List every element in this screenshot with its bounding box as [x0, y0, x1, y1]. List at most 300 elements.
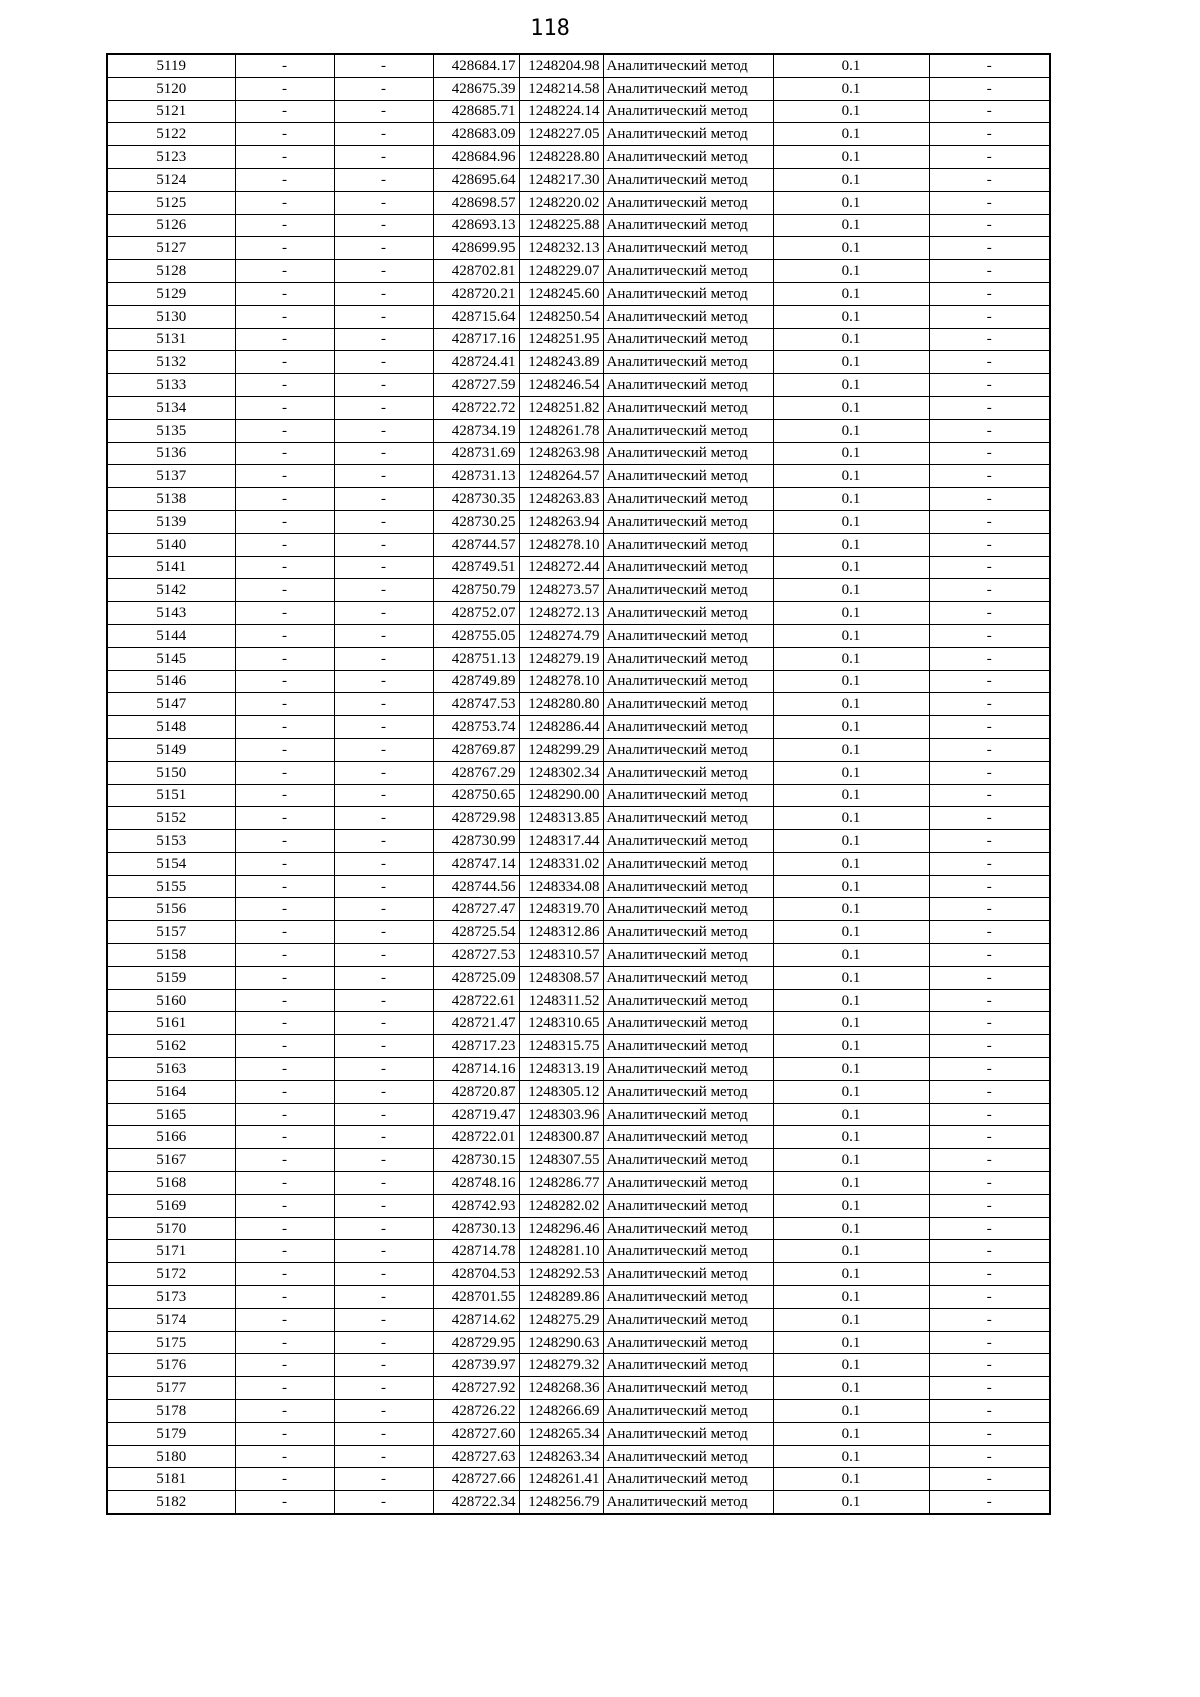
empty-cell: - — [334, 100, 433, 123]
empty-cell: - — [235, 852, 334, 875]
accuracy-cell: 0.1 — [773, 510, 929, 533]
x-coordinate-cell: 428750.79 — [433, 579, 519, 602]
empty-cell: - — [334, 168, 433, 191]
accuracy-cell: 0.1 — [773, 1286, 929, 1309]
accuracy-cell: 0.1 — [773, 1491, 929, 1514]
y-coordinate-cell: 1248303.96 — [519, 1103, 603, 1126]
empty-cell: - — [929, 1149, 1050, 1172]
point-number-cell: 5120 — [107, 77, 235, 100]
table-row — [107, 146, 1050, 169]
empty-cell: - — [334, 396, 433, 419]
table-row — [107, 1286, 1050, 1309]
accuracy-cell: 0.1 — [773, 1172, 929, 1195]
table-row — [107, 260, 1050, 283]
accuracy-cell: 0.1 — [773, 1468, 929, 1491]
method-cell: Аналитический метод — [603, 54, 773, 77]
point-number-cell: 5126 — [107, 214, 235, 237]
table-row — [107, 396, 1050, 419]
x-coordinate-cell: 428744.56 — [433, 875, 519, 898]
accuracy-cell: 0.1 — [773, 761, 929, 784]
x-coordinate-cell: 428727.53 — [433, 944, 519, 967]
empty-cell: - — [235, 1217, 334, 1240]
x-coordinate-cell: 428730.35 — [433, 488, 519, 511]
empty-cell: - — [929, 1126, 1050, 1149]
x-coordinate-cell: 428727.60 — [433, 1422, 519, 1445]
x-coordinate-cell: 428749.89 — [433, 670, 519, 693]
method-cell: Аналитический метод — [603, 237, 773, 260]
accuracy-cell: 0.1 — [773, 123, 929, 146]
accuracy-cell: 0.1 — [773, 693, 929, 716]
empty-cell: - — [235, 260, 334, 283]
point-number-cell: 5170 — [107, 1217, 235, 1240]
empty-cell: - — [235, 1445, 334, 1468]
empty-cell: - — [334, 1286, 433, 1309]
method-cell: Аналитический метод — [603, 1422, 773, 1445]
x-coordinate-cell: 428727.92 — [433, 1377, 519, 1400]
point-number-cell: 5160 — [107, 989, 235, 1012]
empty-cell: - — [334, 921, 433, 944]
table-row — [107, 738, 1050, 761]
method-cell: Аналитический метод — [603, 442, 773, 465]
table-row — [107, 966, 1050, 989]
method-cell: Аналитический метод — [603, 921, 773, 944]
empty-cell: - — [334, 305, 433, 328]
empty-cell: - — [334, 282, 433, 305]
accuracy-cell: 0.1 — [773, 670, 929, 693]
empty-cell: - — [929, 1058, 1050, 1081]
empty-cell: - — [235, 351, 334, 374]
y-coordinate-cell: 1248245.60 — [519, 282, 603, 305]
point-number-cell: 5151 — [107, 784, 235, 807]
empty-cell: - — [334, 1308, 433, 1331]
table-row — [107, 328, 1050, 351]
point-number-cell: 5141 — [107, 556, 235, 579]
method-cell: Аналитический метод — [603, 191, 773, 214]
x-coordinate-cell: 428755.05 — [433, 624, 519, 647]
x-coordinate-cell: 428693.13 — [433, 214, 519, 237]
method-cell: Аналитический метод — [603, 1468, 773, 1491]
y-coordinate-cell: 1248263.83 — [519, 488, 603, 511]
x-coordinate-cell: 428683.09 — [433, 123, 519, 146]
y-coordinate-cell: 1248275.29 — [519, 1308, 603, 1331]
method-cell: Аналитический метод — [603, 100, 773, 123]
empty-cell: - — [235, 807, 334, 830]
point-number-cell: 5157 — [107, 921, 235, 944]
empty-cell: - — [334, 966, 433, 989]
x-coordinate-cell: 428722.01 — [433, 1126, 519, 1149]
y-coordinate-cell: 1248214.58 — [519, 77, 603, 100]
empty-cell: - — [334, 1194, 433, 1217]
y-coordinate-cell: 1248280.80 — [519, 693, 603, 716]
table-row — [107, 442, 1050, 465]
table-row — [107, 1263, 1050, 1286]
empty-cell: - — [929, 305, 1050, 328]
empty-cell: - — [334, 510, 433, 533]
accuracy-cell: 0.1 — [773, 1400, 929, 1423]
empty-cell: - — [235, 624, 334, 647]
empty-cell: - — [929, 1172, 1050, 1195]
table-row — [107, 761, 1050, 784]
point-number-cell: 5171 — [107, 1240, 235, 1263]
method-cell: Аналитический метод — [603, 282, 773, 305]
method-cell: Аналитический метод — [603, 556, 773, 579]
table-row — [107, 1217, 1050, 1240]
point-number-cell: 5161 — [107, 1012, 235, 1035]
point-number-cell: 5146 — [107, 670, 235, 693]
point-number-cell: 5131 — [107, 328, 235, 351]
empty-cell: - — [929, 442, 1050, 465]
accuracy-cell: 0.1 — [773, 1194, 929, 1217]
table-row — [107, 374, 1050, 397]
accuracy-cell: 0.1 — [773, 1331, 929, 1354]
x-coordinate-cell: 428714.78 — [433, 1240, 519, 1263]
method-cell: Аналитический метод — [603, 1263, 773, 1286]
empty-cell: - — [235, 647, 334, 670]
point-number-cell: 5129 — [107, 282, 235, 305]
empty-cell: - — [334, 1468, 433, 1491]
empty-cell: - — [235, 1308, 334, 1331]
table-row — [107, 1445, 1050, 1468]
empty-cell: - — [334, 830, 433, 853]
method-cell: Аналитический метод — [603, 351, 773, 374]
table-row — [107, 465, 1050, 488]
empty-cell: - — [334, 442, 433, 465]
table-row — [107, 419, 1050, 442]
empty-cell: - — [235, 670, 334, 693]
x-coordinate-cell: 428730.99 — [433, 830, 519, 853]
y-coordinate-cell: 1248286.77 — [519, 1172, 603, 1195]
table-row — [107, 944, 1050, 967]
accuracy-cell: 0.1 — [773, 54, 929, 77]
empty-cell: - — [929, 1422, 1050, 1445]
method-cell: Аналитический метод — [603, 1035, 773, 1058]
method-cell: Аналитический метод — [603, 898, 773, 921]
empty-cell: - — [929, 579, 1050, 602]
point-number-cell: 5142 — [107, 579, 235, 602]
y-coordinate-cell: 1248299.29 — [519, 738, 603, 761]
page-number: 118 — [530, 16, 570, 41]
accuracy-cell: 0.1 — [773, 579, 929, 602]
point-number-cell: 5122 — [107, 123, 235, 146]
y-coordinate-cell: 1248307.55 — [519, 1149, 603, 1172]
table-row — [107, 488, 1050, 511]
table-row — [107, 1354, 1050, 1377]
x-coordinate-cell: 428748.16 — [433, 1172, 519, 1195]
point-number-cell: 5145 — [107, 647, 235, 670]
empty-cell: - — [334, 647, 433, 670]
table-row — [107, 1240, 1050, 1263]
x-coordinate-cell: 428744.57 — [433, 533, 519, 556]
method-cell: Аналитический метод — [603, 1149, 773, 1172]
y-coordinate-cell: 1248227.05 — [519, 123, 603, 146]
y-coordinate-cell: 1248312.86 — [519, 921, 603, 944]
empty-cell: - — [235, 305, 334, 328]
point-number-cell: 5119 — [107, 54, 235, 77]
point-number-cell: 5175 — [107, 1331, 235, 1354]
empty-cell: - — [334, 214, 433, 237]
empty-cell: - — [929, 966, 1050, 989]
y-coordinate-cell: 1248315.75 — [519, 1035, 603, 1058]
y-coordinate-cell: 1248251.95 — [519, 328, 603, 351]
y-coordinate-cell: 1248296.46 — [519, 1217, 603, 1240]
table-row — [107, 1308, 1050, 1331]
x-coordinate-cell: 428675.39 — [433, 77, 519, 100]
accuracy-cell: 0.1 — [773, 852, 929, 875]
method-cell: Аналитический метод — [603, 624, 773, 647]
empty-cell: - — [929, 123, 1050, 146]
x-coordinate-cell: 428715.64 — [433, 305, 519, 328]
empty-cell: - — [334, 1331, 433, 1354]
y-coordinate-cell: 1248204.98 — [519, 54, 603, 77]
method-cell: Аналитический метод — [603, 830, 773, 853]
y-coordinate-cell: 1248331.02 — [519, 852, 603, 875]
table-row — [107, 1468, 1050, 1491]
table-row — [107, 168, 1050, 191]
empty-cell: - — [929, 1286, 1050, 1309]
empty-cell: - — [929, 1354, 1050, 1377]
point-number-cell: 5134 — [107, 396, 235, 419]
method-cell: Аналитический метод — [603, 944, 773, 967]
x-coordinate-cell: 428724.41 — [433, 351, 519, 374]
empty-cell: - — [235, 944, 334, 967]
empty-cell: - — [334, 624, 433, 647]
empty-cell: - — [235, 1126, 334, 1149]
point-number-cell: 5123 — [107, 146, 235, 169]
empty-cell: - — [235, 579, 334, 602]
x-coordinate-cell: 428684.96 — [433, 146, 519, 169]
point-number-cell: 5148 — [107, 716, 235, 739]
empty-cell: - — [235, 488, 334, 511]
table-row — [107, 1422, 1050, 1445]
empty-cell: - — [929, 100, 1050, 123]
empty-cell: - — [929, 852, 1050, 875]
empty-cell: - — [235, 168, 334, 191]
empty-cell: - — [334, 670, 433, 693]
table-row — [107, 1103, 1050, 1126]
method-cell: Аналитический метод — [603, 647, 773, 670]
table-row — [107, 784, 1050, 807]
y-coordinate-cell: 1248225.88 — [519, 214, 603, 237]
x-coordinate-cell: 428714.62 — [433, 1308, 519, 1331]
y-coordinate-cell: 1248264.57 — [519, 465, 603, 488]
accuracy-cell: 0.1 — [773, 168, 929, 191]
empty-cell: - — [235, 716, 334, 739]
x-coordinate-cell: 428752.07 — [433, 602, 519, 625]
empty-cell: - — [235, 1035, 334, 1058]
table-row — [107, 852, 1050, 875]
empty-cell: - — [334, 944, 433, 967]
y-coordinate-cell: 1248308.57 — [519, 966, 603, 989]
point-number-cell: 5128 — [107, 260, 235, 283]
empty-cell: - — [235, 1240, 334, 1263]
empty-cell: - — [235, 54, 334, 77]
empty-cell: - — [929, 488, 1050, 511]
y-coordinate-cell: 1248279.19 — [519, 647, 603, 670]
method-cell: Аналитический метод — [603, 693, 773, 716]
y-coordinate-cell: 1248310.57 — [519, 944, 603, 967]
empty-cell: - — [334, 761, 433, 784]
table-row — [107, 1400, 1050, 1423]
table-row — [107, 214, 1050, 237]
y-coordinate-cell: 1248217.30 — [519, 168, 603, 191]
y-coordinate-cell: 1248305.12 — [519, 1080, 603, 1103]
accuracy-cell: 0.1 — [773, 146, 929, 169]
empty-cell: - — [929, 374, 1050, 397]
empty-cell: - — [235, 1377, 334, 1400]
y-coordinate-cell: 1248220.02 — [519, 191, 603, 214]
empty-cell: - — [235, 465, 334, 488]
x-coordinate-cell: 428698.57 — [433, 191, 519, 214]
empty-cell: - — [334, 328, 433, 351]
table-row — [107, 647, 1050, 670]
y-coordinate-cell: 1248313.19 — [519, 1058, 603, 1081]
y-coordinate-cell: 1248232.13 — [519, 237, 603, 260]
method-cell: Аналитический метод — [603, 1172, 773, 1195]
empty-cell: - — [334, 579, 433, 602]
table-row — [107, 624, 1050, 647]
x-coordinate-cell: 428731.69 — [433, 442, 519, 465]
empty-cell: - — [929, 237, 1050, 260]
empty-cell: - — [235, 533, 334, 556]
empty-cell: - — [929, 1400, 1050, 1423]
method-cell: Аналитический метод — [603, 670, 773, 693]
empty-cell: - — [929, 944, 1050, 967]
empty-cell: - — [334, 374, 433, 397]
accuracy-cell: 0.1 — [773, 1035, 929, 1058]
empty-cell: - — [929, 533, 1050, 556]
method-cell: Аналитический метод — [603, 374, 773, 397]
table-row — [107, 1377, 1050, 1400]
x-coordinate-cell: 428731.13 — [433, 465, 519, 488]
empty-cell: - — [235, 396, 334, 419]
method-cell: Аналитический метод — [603, 807, 773, 830]
table-row — [107, 282, 1050, 305]
table-row — [107, 1126, 1050, 1149]
y-coordinate-cell: 1248229.07 — [519, 260, 603, 283]
method-cell: Аналитический метод — [603, 168, 773, 191]
empty-cell: - — [334, 54, 433, 77]
method-cell: Аналитический метод — [603, 1126, 773, 1149]
empty-cell: - — [235, 191, 334, 214]
method-cell: Аналитический метод — [603, 1286, 773, 1309]
point-number-cell: 5177 — [107, 1377, 235, 1400]
empty-cell: - — [929, 1491, 1050, 1514]
empty-cell: - — [334, 1400, 433, 1423]
y-coordinate-cell: 1248250.54 — [519, 305, 603, 328]
x-coordinate-cell: 428747.14 — [433, 852, 519, 875]
x-coordinate-cell: 428730.13 — [433, 1217, 519, 1240]
accuracy-cell: 0.1 — [773, 374, 929, 397]
accuracy-cell: 0.1 — [773, 989, 929, 1012]
method-cell: Аналитический метод — [603, 784, 773, 807]
method-cell: Аналитический метод — [603, 875, 773, 898]
accuracy-cell: 0.1 — [773, 1080, 929, 1103]
table-row — [107, 1080, 1050, 1103]
empty-cell: - — [929, 328, 1050, 351]
table-row — [107, 191, 1050, 214]
accuracy-cell: 0.1 — [773, 1240, 929, 1263]
x-coordinate-cell: 428751.13 — [433, 647, 519, 670]
y-coordinate-cell: 1248251.82 — [519, 396, 603, 419]
y-coordinate-cell: 1248281.10 — [519, 1240, 603, 1263]
y-coordinate-cell: 1248263.34 — [519, 1445, 603, 1468]
method-cell: Аналитический метод — [603, 761, 773, 784]
empty-cell: - — [929, 1377, 1050, 1400]
point-number-cell: 5167 — [107, 1149, 235, 1172]
empty-cell: - — [929, 1012, 1050, 1035]
point-number-cell: 5155 — [107, 875, 235, 898]
empty-cell: - — [334, 488, 433, 511]
method-cell: Аналитический метод — [603, 1217, 773, 1240]
accuracy-cell: 0.1 — [773, 282, 929, 305]
empty-cell: - — [334, 693, 433, 716]
accuracy-cell: 0.1 — [773, 1354, 929, 1377]
x-coordinate-cell: 428739.97 — [433, 1354, 519, 1377]
method-cell: Аналитический метод — [603, 305, 773, 328]
empty-cell: - — [334, 1263, 433, 1286]
accuracy-cell: 0.1 — [773, 602, 929, 625]
y-coordinate-cell: 1248265.34 — [519, 1422, 603, 1445]
empty-cell: - — [235, 830, 334, 853]
x-coordinate-cell: 428722.61 — [433, 989, 519, 1012]
point-number-cell: 5163 — [107, 1058, 235, 1081]
empty-cell: - — [334, 716, 433, 739]
empty-cell: - — [235, 1149, 334, 1172]
empty-cell: - — [334, 1377, 433, 1400]
x-coordinate-cell: 428684.17 — [433, 54, 519, 77]
x-coordinate-cell: 428747.53 — [433, 693, 519, 716]
y-coordinate-cell: 1248224.14 — [519, 100, 603, 123]
empty-cell: - — [235, 237, 334, 260]
accuracy-cell: 0.1 — [773, 1422, 929, 1445]
method-cell: Аналитический метод — [603, 1194, 773, 1217]
y-coordinate-cell: 1248263.94 — [519, 510, 603, 533]
empty-cell: - — [235, 419, 334, 442]
empty-cell: - — [929, 510, 1050, 533]
x-coordinate-cell: 428720.21 — [433, 282, 519, 305]
accuracy-cell: 0.1 — [773, 624, 929, 647]
point-number-cell: 5135 — [107, 419, 235, 442]
point-number-cell: 5124 — [107, 168, 235, 191]
empty-cell: - — [929, 168, 1050, 191]
method-cell: Аналитический метод — [603, 465, 773, 488]
empty-cell: - — [235, 1080, 334, 1103]
empty-cell: - — [334, 1422, 433, 1445]
empty-cell: - — [334, 1240, 433, 1263]
empty-cell: - — [334, 237, 433, 260]
x-coordinate-cell: 428701.55 — [433, 1286, 519, 1309]
method-cell: Аналитический метод — [603, 510, 773, 533]
table-row — [107, 898, 1050, 921]
x-coordinate-cell: 428695.64 — [433, 168, 519, 191]
empty-cell: - — [235, 1354, 334, 1377]
accuracy-cell: 0.1 — [773, 944, 929, 967]
empty-cell: - — [929, 784, 1050, 807]
method-cell: Аналитический метод — [603, 123, 773, 146]
y-coordinate-cell: 1248310.65 — [519, 1012, 603, 1035]
point-number-cell: 5143 — [107, 602, 235, 625]
empty-cell: - — [235, 1172, 334, 1195]
x-coordinate-cell: 428750.65 — [433, 784, 519, 807]
y-coordinate-cell: 1248272.13 — [519, 602, 603, 625]
accuracy-cell: 0.1 — [773, 830, 929, 853]
empty-cell: - — [334, 77, 433, 100]
y-coordinate-cell: 1248256.79 — [519, 1491, 603, 1514]
empty-cell: - — [334, 602, 433, 625]
method-cell: Аналитический метод — [603, 488, 773, 511]
x-coordinate-cell: 428714.16 — [433, 1058, 519, 1081]
empty-cell: - — [235, 510, 334, 533]
